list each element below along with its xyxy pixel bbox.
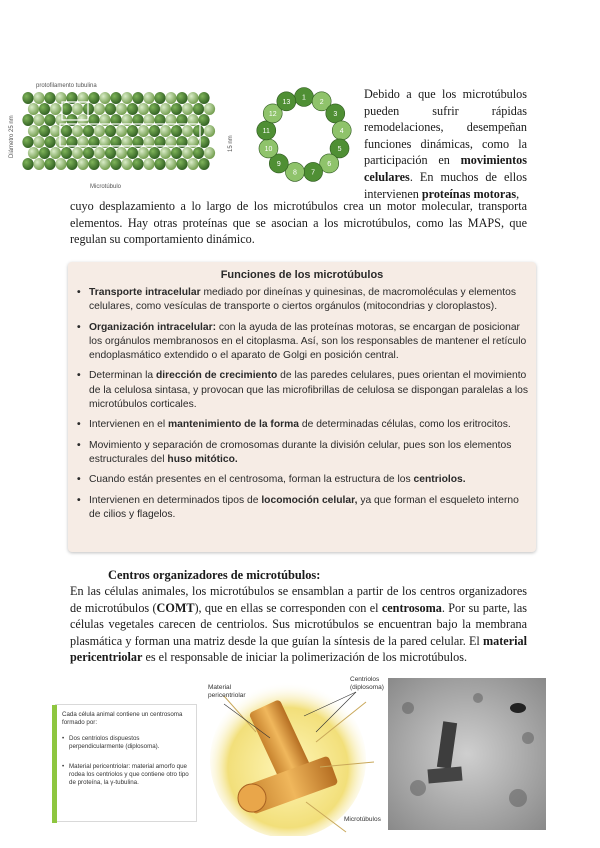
tubulin-subunit [116, 125, 127, 137]
tubulin-subunit [39, 125, 50, 137]
tubulin-subunit [121, 158, 132, 170]
tubulin-subunit [143, 92, 154, 104]
tubulin-subunit [94, 147, 105, 159]
tubulin-subunit [44, 114, 55, 126]
tubulin-subunit [171, 147, 182, 159]
tubulin-subunit [94, 103, 105, 115]
tubulin-subunit [204, 125, 215, 137]
ring-subunit-number: 7 [311, 169, 316, 177]
tubulin-subunit [72, 147, 83, 159]
tubulin-subunit [127, 125, 138, 137]
tubulin-subunit [77, 158, 88, 170]
microtubule-structure-figure [4, 80, 240, 192]
tubulin-subunit [50, 147, 61, 159]
tubulin-subunit [121, 92, 132, 104]
function-item: • Intervienen en el mantenimiento de la forma de determinadas células, como los eritrocitos. [76, 418, 528, 432]
intro-paragraph-continuation: cuyo desplazamiento a lo largo de los microtúbulos crea un motor molecular, transporta elementos. Hay otras proteínas que se asocian a los microtúbulos, como las MAPS, que regulan su comportamiento dinámico. [70, 199, 527, 247]
tubulin-subunit [165, 92, 176, 104]
micrograph-image [388, 678, 546, 830]
functions-box [68, 262, 536, 552]
tubulin-subunit [66, 158, 77, 170]
tubulin-subunit [44, 158, 55, 170]
tubulin-subunit [132, 92, 143, 104]
tubulin-subunit [171, 103, 182, 115]
tubulin-subunit [149, 147, 160, 159]
tubulin-subunit [33, 114, 44, 126]
tubulin-subunit [72, 125, 83, 137]
tubulin-subunit [160, 103, 171, 115]
function-item: • Cuando están presentes en el centrosoma, forman la estructura de los centriolos. [76, 473, 528, 487]
ring-subunit-number: 4 [339, 127, 344, 135]
diameter-label: Diámetro 25 nm [9, 115, 15, 158]
tubulin-subunit [105, 125, 116, 137]
tubulin-subunit [149, 125, 160, 137]
tubulin-subunit [182, 147, 193, 159]
function-item: • Intervienen en determinados tipos de locomoción celular, ya que forman el esqueleto interno de cilios y flagelos. [76, 494, 528, 523]
tubulin-subunit [116, 147, 127, 159]
cross-section-ring [257, 88, 351, 182]
tubulin-subunit [39, 103, 50, 115]
function-item: • Determinan la dirección de crecimiento de las paredes celulares, pues orientan el movimiento de la celulosa sintasa, y provocan que las microfibrillas de celulosa se dispongan paralelas a los microtúbulos corticales. [76, 369, 528, 412]
tubulin-subunit [176, 158, 187, 170]
tubulin-subunit [44, 136, 55, 148]
microtubulos-label: Microtúbulos [344, 816, 381, 823]
tubulin-subunit [143, 158, 154, 170]
tubulin-subunit [55, 158, 66, 170]
length-label: 15 nm [228, 135, 234, 152]
tubulin-subunit [105, 103, 116, 115]
tubulin-subunit [160, 147, 171, 159]
tubulin-subunit [193, 147, 204, 159]
protofilament-label: protofilamento tubulina [36, 83, 97, 89]
tubulin-subunit [22, 158, 33, 170]
tubulin-subunit [154, 92, 165, 104]
tubulin-subunit [33, 136, 44, 148]
tubulin-subunit [28, 103, 39, 115]
tubulin-subunit [110, 92, 121, 104]
tubulin-subunit [165, 158, 176, 170]
ring-subunit-number: 3 [333, 110, 338, 118]
tubulin-subunit [94, 125, 105, 137]
centrosome-info-box [55, 704, 197, 822]
tubulin-subunit [99, 92, 110, 104]
microtubule-label: Microtúbulo [90, 184, 122, 190]
tubulin-subunit [198, 92, 209, 104]
tubulin-subunit [72, 103, 83, 115]
tubulin-subunit [149, 103, 160, 115]
tubulin-subunit [204, 147, 215, 159]
tubulin-subunit [138, 125, 149, 137]
ring-subunit-number: 12 [268, 110, 277, 118]
tubulin-subunit [132, 158, 143, 170]
ring-subunit-number: 1 [302, 94, 306, 102]
tubulin-subunit [204, 103, 215, 115]
tubulin-subunit [138, 147, 149, 159]
tubulin-subunit [187, 158, 198, 170]
tubulin-subunit [127, 103, 138, 115]
tubulin-subunit [187, 92, 198, 104]
tubulin-subunit [127, 147, 138, 159]
tubulin-subunit [22, 114, 33, 126]
ring-subunit-number: 2 [319, 98, 324, 106]
tubulin-subunit [171, 125, 182, 137]
info-intro: Cada célula animal contiene un centrosoma formado por: [62, 711, 183, 727]
tubulin-subunit [83, 125, 94, 137]
tubulin-subunit [198, 158, 209, 170]
tubulin-subunit [33, 92, 44, 104]
tubulin-subunit [110, 158, 121, 170]
function-item: • Transporte intracelular mediado por dineínas y quinesinas, de macromoléculas y elementos celulares, como vesículas de transporte o ciertos orgánulos (mitocondrias y cloroplastos). [76, 286, 528, 315]
info-item-centriolos: • Dos centriolos dispuestos perpendicularmente (diplosoma). [62, 735, 160, 751]
intro-paragraph-start: Debido a que los microtúbulos pueden sufrir rápidas remodelaciones, desempeñan funciones dinámicas, como la participación en movimientos celulares. En muchos de ellos intervienen proteínas motoras, [364, 87, 527, 201]
tubulin-subunit [154, 158, 165, 170]
ring-subunit-number: 10 [264, 145, 273, 153]
tubulin-subunit [116, 103, 127, 115]
ring-subunit-number: 8 [292, 169, 297, 177]
section-heading: Centros organizadores de microtúbulos: [108, 568, 321, 582]
tubulin-subunit [22, 136, 33, 148]
function-item: • Movimiento y separación de cromosomas durante la división celular, pues son los elementos estructurales del huso mitótico. [76, 439, 528, 468]
tubulin-subunit [61, 125, 72, 137]
ring-subunit-number: 5 [337, 145, 342, 153]
tubulin-subunit [28, 125, 39, 137]
tubulin-subunit [50, 103, 61, 115]
centriolos-label: Centriolos (diplosoma) [350, 676, 384, 691]
tubulin-subunit [22, 92, 33, 104]
tubulin-subunit [88, 158, 99, 170]
tubulin-subunit [193, 103, 204, 115]
ring-subunit-number: 9 [276, 160, 281, 168]
ring-subunit-number: 6 [327, 160, 332, 168]
tubulin-subunit [182, 103, 193, 115]
tubulin-subunit [33, 158, 44, 170]
tubulin-subunit [28, 147, 39, 159]
tubulin-beads [22, 92, 215, 170]
centros-paragraph: En las células animales, los microtúbulos se ensamblan a partir de los centros organizadores de microtúbulos (COMT), que en ellas se corresponden con el centrosoma. Por su parte, las células vegetales carecen de centriolos. Sus microtúbulos se encuentran bajo la membrana plasmática y forman una matriz desde la que guían la síntesis de la pared celular. El material pericentriolar es el responsable de iniciar la polimerización de los microtúbulos. [70, 584, 527, 665]
functions-title: Funciones de los microtúbulos [220, 269, 384, 281]
microtubule-cross-section-figure [251, 84, 357, 186]
tubulin-subunit [99, 158, 110, 170]
tubulin-subunit [88, 92, 99, 104]
ring-subunit-number: 13 [282, 98, 291, 106]
centriole-section-2 [427, 767, 462, 784]
material-pericentriolar-label: Material pericentriolar [208, 684, 246, 699]
tubulin-subunit [105, 147, 116, 159]
tubulin-subunit [160, 125, 171, 137]
info-item-material: • Material pericentriolar: material amorfo que rodea los centriolos y que contiene otro tipo de proteína, la γ-tubulina. [62, 763, 189, 787]
tubulin-subunit [182, 125, 193, 137]
tubulin-subunit [176, 92, 187, 104]
tubulin-subunit [193, 125, 204, 137]
tubulin-subunit [61, 147, 72, 159]
ring-subunit-number: 11 [262, 127, 270, 135]
function-item: • Organización intracelular: con la ayuda de las proteínas motoras, se encargan de posicionar los orgánulos membranosos en el citoplasma. Así, son los responsables de mantener el retículo endoplasmático extendido o el aparato de Golgi en posición central. [76, 321, 528, 364]
tubulin-subunit [39, 147, 50, 159]
functions-list [76, 286, 528, 528]
tubulin-subunit [83, 147, 94, 159]
tubulin-subunit [138, 103, 149, 115]
tubulin-subunit [44, 92, 55, 104]
